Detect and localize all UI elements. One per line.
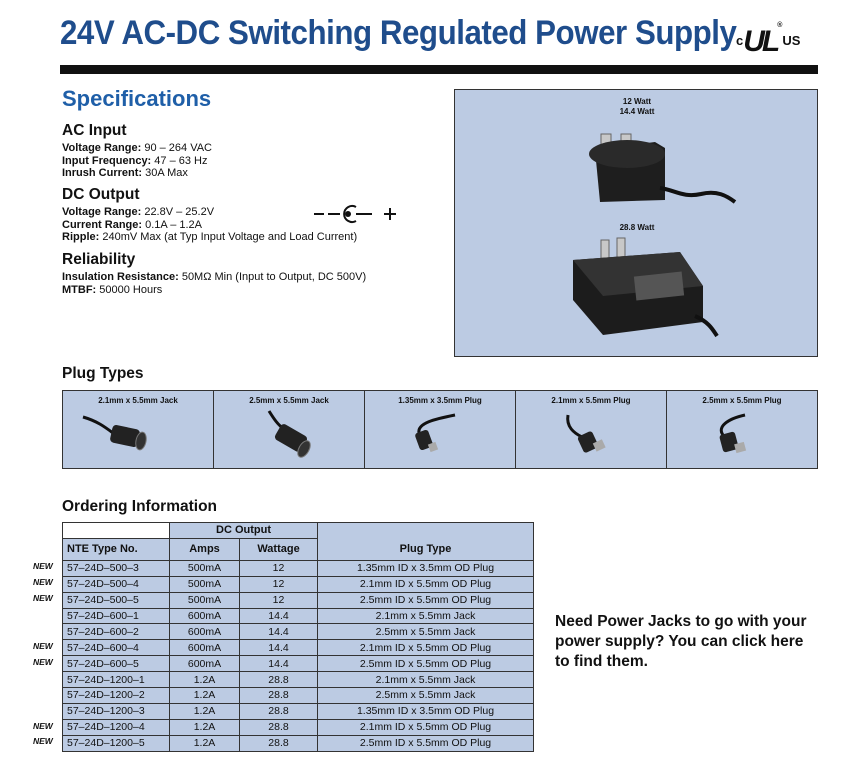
cell-amps: 1.2A bbox=[170, 672, 240, 688]
cell-amps: 600mA bbox=[170, 608, 240, 624]
cell-plug: 2.1mm x 5.5mm Jack bbox=[318, 608, 534, 624]
adapter-illustration bbox=[455, 90, 819, 358]
spec-line: MTBF: 50000 Hours bbox=[62, 283, 163, 296]
blank-header bbox=[318, 523, 534, 539]
spec-line: Current Range: 0.1A – 1.2A bbox=[62, 218, 202, 231]
spec-line: Input Frequency: 47 – 63 Hz bbox=[62, 154, 208, 167]
table-row bbox=[63, 592, 534, 608]
power-jacks-link[interactable]: Need Power Jacks to go with your power supply? You can click here to find them. bbox=[555, 613, 807, 670]
cell-plug: 2.5mm x 5.5mm Jack bbox=[318, 624, 534, 640]
cell-amps: 600mA bbox=[170, 640, 240, 656]
plug-types-panel bbox=[62, 390, 818, 469]
new-badge: NEW bbox=[33, 640, 53, 651]
plug-type-item bbox=[63, 391, 214, 468]
plug-type-label: 2.1mm x 5.5mm Plug bbox=[551, 396, 631, 405]
table-row bbox=[63, 735, 534, 751]
table-row bbox=[63, 656, 534, 672]
plug-types-heading: Plug Types bbox=[62, 365, 144, 382]
photo-label-28w: 28.8 Watt bbox=[619, 223, 655, 232]
new-badge: NEW bbox=[33, 736, 53, 747]
cell-watt: 28.8 bbox=[240, 719, 318, 735]
cell-amps: 500mA bbox=[170, 560, 240, 576]
plug-type-item bbox=[365, 391, 516, 468]
cell-watt: 12 bbox=[240, 592, 318, 608]
cell-watt: 14.4 bbox=[240, 608, 318, 624]
reliability-section bbox=[62, 251, 366, 296]
spec-line: Inrush Current: 30A Max bbox=[62, 167, 188, 180]
col-header-wattage: Wattage bbox=[240, 538, 318, 560]
cell-amps: 500mA bbox=[170, 576, 240, 592]
cell-watt: 28.8 bbox=[240, 688, 318, 704]
cell-type: 57–24D–1200–4 bbox=[63, 719, 170, 735]
dc-output-title: DC Output bbox=[62, 186, 140, 203]
cul-us-certification-logo bbox=[736, 22, 800, 59]
table-row bbox=[63, 624, 534, 640]
cell-plug: 2.5mm ID x 5.5mm OD Plug bbox=[318, 735, 534, 751]
new-badge: NEW bbox=[33, 561, 53, 571]
cell-amps: 600mA bbox=[170, 656, 240, 672]
cell-plug: 1.35mm ID x 3.5mm OD Plug bbox=[318, 703, 534, 719]
dc-plug-icon bbox=[667, 405, 817, 469]
new-badge: NEW bbox=[33, 720, 53, 731]
blank-header bbox=[63, 523, 170, 539]
dc-plug-icon bbox=[516, 405, 666, 469]
cell-amps: 1.2A bbox=[170, 735, 240, 751]
cell-type: 57–24D–1200–3 bbox=[63, 703, 170, 719]
header-rule bbox=[60, 65, 818, 74]
cell-plug: 2.5mm ID x 5.5mm OD Plug bbox=[318, 656, 534, 672]
table-row bbox=[63, 640, 534, 656]
dc-jack-icon bbox=[214, 405, 364, 469]
reliability-title: Reliability bbox=[62, 251, 136, 268]
cell-amps: 600mA bbox=[170, 624, 240, 640]
cell-watt: 12 bbox=[240, 560, 318, 576]
plug-type-label: 2.5mm x 5.5mm Jack bbox=[249, 396, 329, 405]
cell-type: 57–24D–500–4 bbox=[63, 576, 170, 592]
cell-watt: 14.4 bbox=[240, 656, 318, 672]
table-row bbox=[63, 672, 534, 688]
ul-logo: UL bbox=[743, 25, 778, 58]
cell-type: 57–24D–500–3 bbox=[63, 560, 170, 576]
plug-type-item bbox=[214, 391, 365, 468]
cert-reg-mark: ® bbox=[777, 22, 783, 29]
cell-amps: 500mA bbox=[170, 592, 240, 608]
ordering-information-heading: Ordering Information bbox=[62, 498, 217, 515]
table-row bbox=[63, 576, 534, 592]
cell-type: 57–24D–600–5 bbox=[63, 656, 170, 672]
table-row bbox=[63, 688, 534, 704]
table-row bbox=[63, 560, 534, 576]
cell-amps: 1.2A bbox=[170, 688, 240, 704]
cell-amps: 1.2A bbox=[170, 703, 240, 719]
plug-type-label: 2.1mm x 5.5mm Jack bbox=[98, 396, 178, 405]
cell-type: 57–24D–500–5 bbox=[63, 592, 170, 608]
cell-watt: 14.4 bbox=[240, 624, 318, 640]
new-badge: NEW bbox=[33, 656, 53, 667]
specifications-heading: Specifications bbox=[62, 86, 212, 111]
cert-us: US bbox=[782, 33, 801, 48]
dc-jack-icon bbox=[63, 405, 213, 469]
cell-plug: 2.1mm ID x 5.5mm OD Plug bbox=[318, 719, 534, 735]
cell-plug: 2.5mm ID x 5.5mm OD Plug bbox=[318, 592, 534, 608]
power-supply-photo bbox=[454, 89, 818, 357]
photo-label-12w: 12 Watt 14.4 Watt bbox=[619, 97, 655, 116]
table-row bbox=[63, 719, 534, 735]
cell-plug: 2.1mm x 5.5mm Jack bbox=[318, 672, 534, 688]
cell-plug: 2.1mm ID x 5.5mm OD Plug bbox=[318, 576, 534, 592]
table-row bbox=[63, 703, 534, 719]
ac-input-section bbox=[62, 122, 212, 180]
spec-line: Voltage Range: 90 – 264 VAC bbox=[62, 142, 212, 154]
col-header-plug-type: Plug Type bbox=[318, 538, 534, 560]
col-header-type: NTE Type No. bbox=[63, 538, 170, 560]
plug-type-item bbox=[667, 391, 817, 468]
spec-line: Ripple: 240mV Max (at Typ Input Voltage and Load Current) bbox=[62, 231, 358, 244]
plug-type-label: 2.5mm x 5.5mm Plug bbox=[702, 396, 782, 405]
spec-line: Insulation Resistance: 50MΩ Min (Input to Output, DC 500V) bbox=[62, 271, 367, 283]
cell-plug: 2.5mm x 5.5mm Jack bbox=[318, 688, 534, 704]
cell-watt: 28.8 bbox=[240, 703, 318, 719]
spec-line: Voltage Range: 22.8V – 25.2V bbox=[62, 206, 215, 218]
cell-amps: 1.2A bbox=[170, 719, 240, 735]
new-badge: NEW bbox=[33, 576, 53, 587]
cell-type: 57–24D–600–1 bbox=[63, 608, 170, 624]
plug-type-label: 1.35mm x 3.5mm Plug bbox=[398, 396, 482, 405]
cell-watt: 28.8 bbox=[240, 735, 318, 751]
cell-type: 57–24D–600–4 bbox=[63, 640, 170, 656]
plug-type-item bbox=[516, 391, 667, 468]
cell-type: 57–24D–600–2 bbox=[63, 624, 170, 640]
cell-watt: 14.4 bbox=[240, 640, 318, 656]
col-header-amps: Amps bbox=[170, 538, 240, 560]
ac-input-title: AC Input bbox=[62, 122, 127, 139]
polarity-symbol-icon bbox=[312, 203, 402, 230]
cell-watt: 28.8 bbox=[240, 672, 318, 688]
dc-output-group-header: DC Output bbox=[170, 523, 318, 539]
cell-plug: 2.1mm ID x 5.5mm OD Plug bbox=[318, 640, 534, 656]
new-badge: NEW bbox=[33, 592, 53, 603]
cert-c: c bbox=[736, 33, 744, 48]
cell-type: 57–24D–1200–5 bbox=[63, 735, 170, 751]
cell-type: 57–24D–1200–1 bbox=[63, 672, 170, 688]
dc-plug-icon bbox=[365, 405, 515, 469]
table-row bbox=[63, 608, 534, 624]
page-title: 24V AC-DC Switching Regulated Power Supply bbox=[60, 14, 737, 52]
cell-plug: 1.35mm ID x 3.5mm OD Plug bbox=[318, 560, 534, 576]
cell-watt: 12 bbox=[240, 576, 318, 592]
ordering-table bbox=[62, 522, 534, 752]
cell-type: 57–24D–1200–2 bbox=[63, 688, 170, 704]
